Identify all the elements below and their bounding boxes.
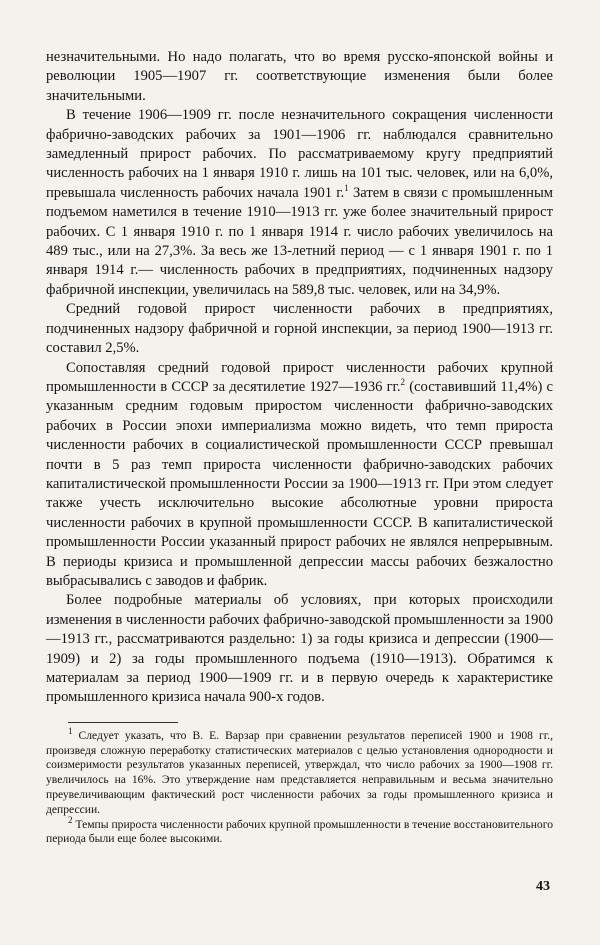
footnote-1-text: Следует указать, что В. Е. Варзар при сравнении результатов переписей 1900 и 1908 гг., произведя сложную переработку статистических материалов с целью установления однородности и соизмеримости результатов указанных переписей, утверждал, что число рабочих за 1900—1908 гг. увеличилось на 16%. Это утверждение нам представляется неправильным и весьма значительно преувеличивающим фактический рост численности рабочих за годы промышленного кризиса и депрессии.: [46, 728, 553, 816]
paragraph-5-text: Более подробные материалы об условиях, при которых происходили изменения в численности рабочих фабрично-заводской промышленности за 1900—1913 гг., рассматриваются раздельно: 1) за годы кризиса и депрессии (1900—1909) и 2) за годы промышленного подъема (1910—1913). Обратимся к материалам за период 1900—1909 гг. и в первую очередь к характеристике промышленного кризиса начала 900-х годов.: [46, 592, 553, 706]
footnote-2-mark: 2: [68, 814, 73, 825]
footnote-ref-1: 1: [344, 182, 349, 193]
paragraph-4-text-tail: (составивший 11,4%) с указанным средним годовым приростом численности фабрично-заводских рабочих в России эпохи империализма можно видеть, что темп прироста численности рабочих в социалистической промышленности СССР превышал почти в 5 раз темп прироста численности фабрично-заводских рабочих капиталистической промышленности России за 1900—1913 гг. При этом следует также учесть исключительно высокие абсолютные уровни прироста численности рабочих в крупной промышленности СССР. В капиталистической промышленности России указанный прирост рабочих не являлся непрерывным. В периоды кризиса и промышленной депрессии массы рабочих безжалостно выбрасывались с заводов и фабрик.: [46, 378, 553, 589]
footnote-2-text: Темпы прироста численности рабочих крупной промышленности в течение восстановительного периода были еще более высокими.: [46, 817, 553, 846]
footnote-1: [46, 725, 553, 818]
page-text-body: [46, 48, 553, 847]
paragraph-4: [46, 359, 553, 592]
paragraph-2-text: В течение 1906—1909 гг. после незначительного сокращения численности фабрично-заводских рабочих за 1901—1906 гг. наблюдался сравнительно замедленный прирост рабочих. По рассматриваемому кругу предприятий численность рабочих на 1 января 1910 г. лишь на 101 тыс. человек, или на 6,0%, превышала численность рабочих начала 1901 г.: [46, 107, 553, 201]
page-number: 43: [536, 879, 550, 894]
paragraph-2-text-tail: Затем в связи с промышленным подъемом наметился в течение 1910—1913 гг. уже более значительный прирост рабочих. С 1 января 1910 г. по 1 января 1914 г. число рабочих увеличилось на 489 тыс., или на 27,3%. За весь же 13-летний период — с 1 января 1901 г. по 1 января 1914 г.— численность рабочих в предприятиях, подчиненных надзору фабричной инспекции, увеличилась на 589,8 тыс. человек, или на 34,9%.: [46, 184, 553, 298]
footnote-2: [46, 814, 553, 848]
paragraph-2: [46, 106, 553, 300]
paragraph-1-text: незначительными. Но надо полагать, что во время русско-японской войны и революции 1905—1907 гг. соответствующие изменения были более значительными.: [46, 49, 553, 104]
paragraph-3: [46, 300, 553, 358]
footnote-divider: [68, 722, 178, 723]
paragraph-3-text: Средний годовой прирост численности рабочих в предприятиях, подчиненных надзору фабричной и горной инспекции, за период 1900—1913 гг. составил 2,5%.: [46, 301, 553, 357]
footnote-ref-2: 2: [400, 377, 406, 388]
paragraph-5: [46, 591, 553, 707]
paragraph-4-text: Сопоставляя средний годовой прирост численности рабочих крупной промышленности в СССР за десятилетие 1927—1936 гг.: [46, 359, 553, 395]
paragraph-1: [46, 48, 553, 106]
footnote-1-mark: 1: [68, 725, 73, 736]
